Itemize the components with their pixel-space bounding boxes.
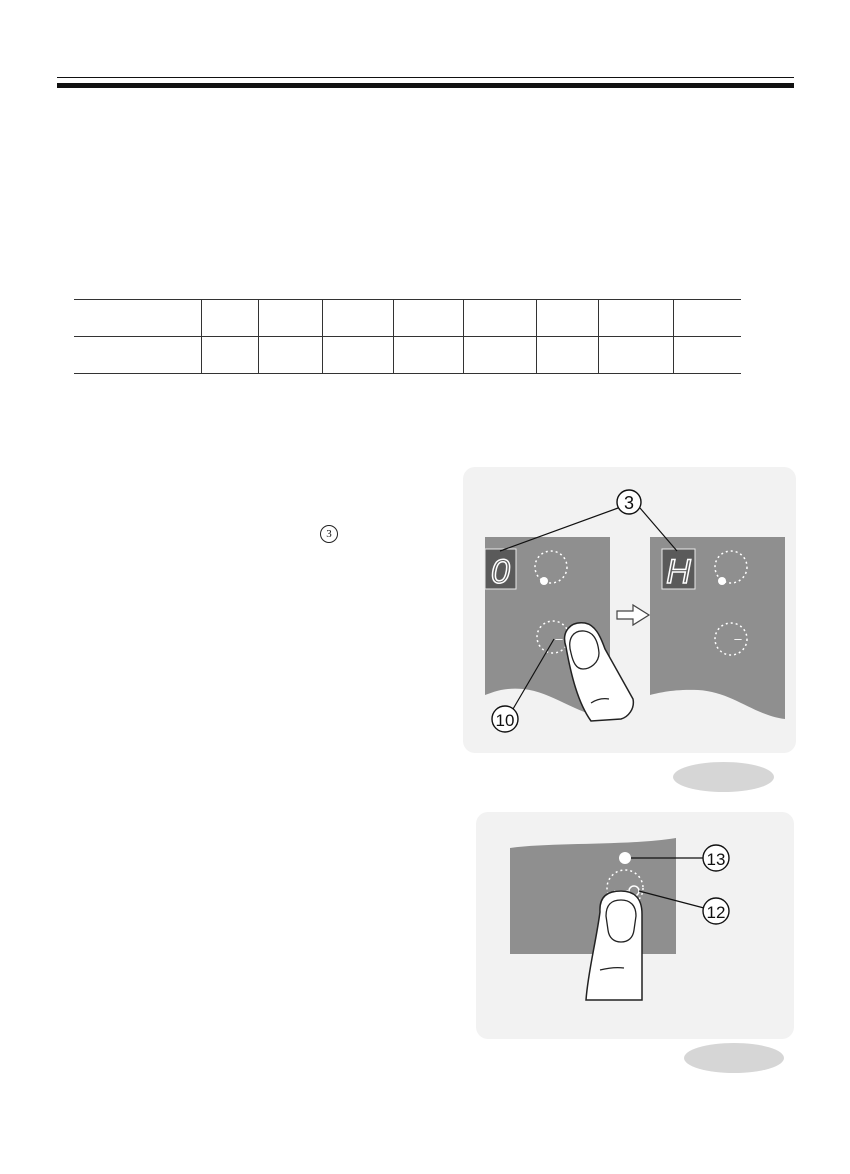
lock-indicator-dot [619, 852, 631, 864]
table-cell [536, 300, 598, 337]
callout-indicator-label: 13 [706, 850, 726, 869]
callout-lock-label: 12 [706, 903, 726, 922]
minus-symbol-before: – [555, 631, 563, 646]
header-rule-thick [57, 83, 794, 88]
display-reference-marker: 3 [320, 525, 338, 543]
table-cell [201, 337, 258, 374]
callout-minus-label: 10 [495, 711, 515, 730]
table-cell [201, 300, 258, 337]
settings-table [74, 299, 741, 374]
table-cell [463, 337, 536, 374]
table-row [74, 300, 741, 337]
display-digit-after: H [666, 553, 691, 591]
indicator-dot-before [540, 577, 548, 585]
figure-lock-button [476, 812, 794, 1039]
display-digit-before: 0 [491, 553, 510, 591]
figure-1-badge [673, 762, 774, 792]
table-cell [393, 300, 463, 337]
table-cell [258, 300, 322, 337]
table-cell [322, 337, 393, 374]
figure-2-badge [684, 1043, 784, 1073]
indicator-dot-after [718, 577, 726, 585]
callout-display-label: 3 [623, 493, 635, 513]
control-panel-lock [510, 838, 676, 954]
table-cell [673, 300, 741, 337]
table-cell [598, 337, 673, 374]
table-cell [536, 337, 598, 374]
table-cell [74, 337, 201, 374]
table-cell [258, 337, 322, 374]
minus-symbol-after: – [734, 631, 742, 646]
table-cell [598, 300, 673, 337]
header-rule-thin [57, 77, 794, 78]
table-cell [74, 300, 201, 337]
figure-minus-button [463, 467, 796, 753]
table-cell [673, 337, 741, 374]
table-cell [322, 300, 393, 337]
table-cell [463, 300, 536, 337]
table-row [74, 337, 741, 374]
table-cell [393, 337, 463, 374]
